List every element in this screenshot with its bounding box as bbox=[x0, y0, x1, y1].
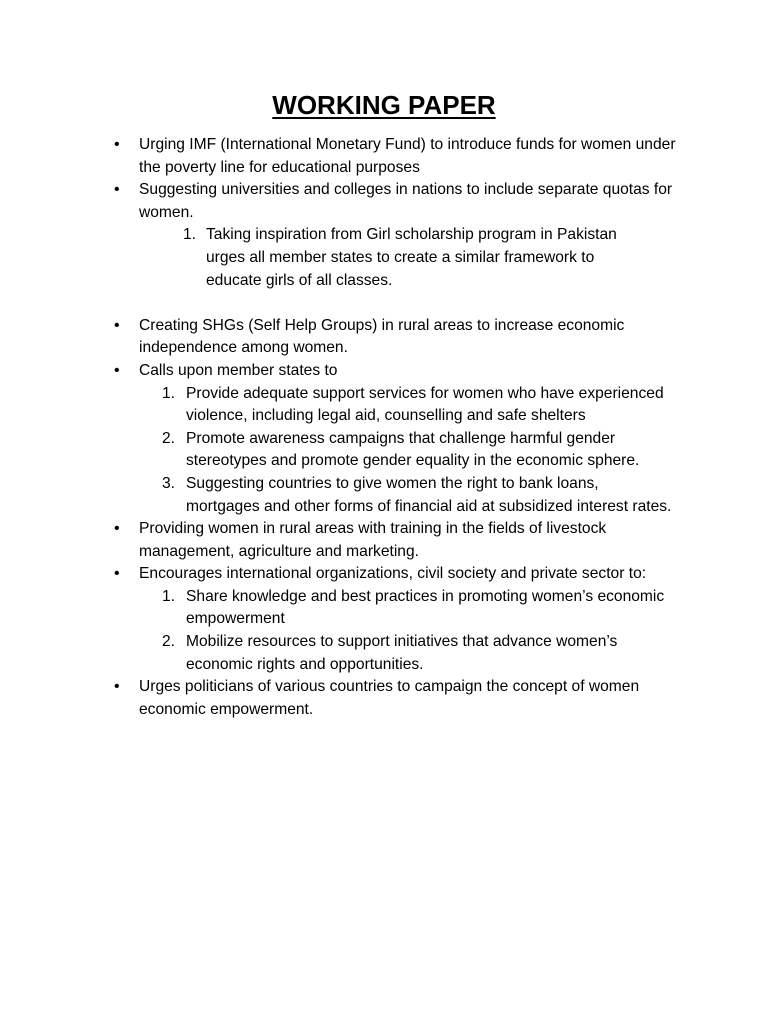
bullet-text: Encourages international organizations, civil society and private sector to: bbox=[139, 565, 647, 583]
bullet-text: Urging IMF (International Monetary Fund) to introduce funds for women under the poverty line for educational purposes bbox=[139, 136, 676, 176]
numbered-item bbox=[0, 473, 676, 518]
numbered-text: Provide adequate support services for women who have experienced violence, including legal aid, counselling and safe shelters bbox=[186, 384, 664, 425]
bullet-marker: • bbox=[114, 181, 120, 199]
number-marker: 2. bbox=[162, 633, 176, 651]
bullet-text: Suggesting universities and colleges in nations to include separate quotas for women. bbox=[139, 181, 673, 221]
numbered-text: Share knowledge and best practices in promoting women’s economic empowerment bbox=[186, 587, 665, 628]
numbered-item bbox=[0, 383, 676, 428]
number-marker: 2. bbox=[162, 429, 176, 447]
bullet-marker: • bbox=[114, 361, 120, 379]
bullet-marker: • bbox=[114, 316, 120, 334]
numbered-item bbox=[0, 631, 676, 676]
bullet-marker: • bbox=[114, 678, 120, 696]
bullet-item-2 bbox=[0, 179, 679, 224]
numbered-item bbox=[0, 224, 646, 292]
bullet-marker: • bbox=[114, 136, 120, 153]
number-marker: 3. bbox=[162, 474, 176, 492]
bullet-item-3 bbox=[0, 315, 679, 360]
document-title-text: WORKING PAPER bbox=[272, 90, 496, 120]
bullet-text: Urges politicians of various countries to campaign the concept of women economic empowerment. bbox=[139, 678, 640, 718]
number-marker: 1. bbox=[162, 587, 176, 605]
numbered-item bbox=[0, 586, 676, 631]
number-marker: 1. bbox=[183, 226, 197, 244]
bullet-text: Creating SHGs (Self Help Groups) in rural areas to increase economic independence among women. bbox=[139, 316, 625, 357]
bullet-text: Providing women in rural areas with training in the fields of livestock management, agriculture and marketing. bbox=[139, 520, 607, 560]
bullet-text: Calls upon member states to bbox=[139, 361, 338, 379]
number-marker: 1. bbox=[162, 384, 176, 402]
numbered-item bbox=[0, 428, 676, 473]
bullet-item-6 bbox=[0, 563, 679, 586]
bullet-marker: • bbox=[114, 565, 120, 583]
bullet-item-5 bbox=[0, 518, 679, 563]
bullet-item-7 bbox=[0, 676, 679, 721]
numbered-text: Mobilize resources to support initiatives that advance women’s economic rights and opportunities. bbox=[186, 633, 618, 673]
bullet-marker: • bbox=[114, 520, 120, 538]
document-title bbox=[0, 88, 768, 122]
document-body bbox=[0, 134, 768, 721]
blank-line bbox=[0, 292, 768, 315]
bullet-item-1 bbox=[0, 134, 679, 179]
numbered-text: Suggesting countries to give women the right to bank loans, mortgages and other forms of financial aid at subsidized interest rates. bbox=[186, 474, 672, 515]
bullet-item-4 bbox=[0, 360, 679, 383]
numbered-text: Promote awareness campaigns that challenge harmful gender stereotypes and promote gender equality in the economic sphere. bbox=[186, 429, 640, 470]
numbered-text: Taking inspiration from Girl scholarship program in Pakistan urges all member states to create a similar framework to educate girls of all classes. bbox=[206, 226, 617, 289]
